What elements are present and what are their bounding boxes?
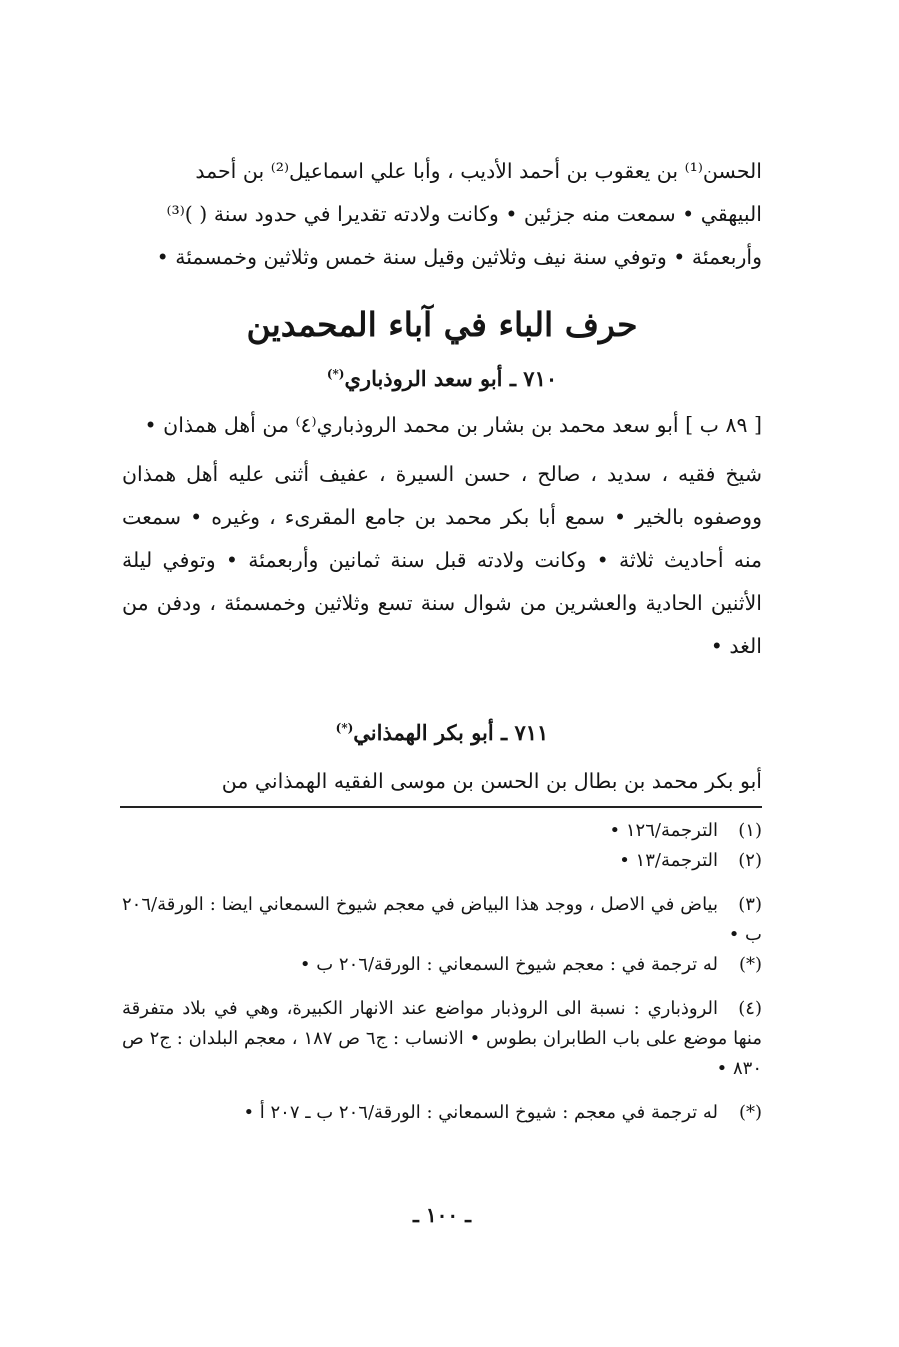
- intro-line-2: البيهقي • سمعت منه جزئين • وكانت ولادته تقديرا في حدود سنة ( )⁽³⁾: [166, 202, 762, 226]
- footnote-star-1-text: له ترجمة في : معجم شيوخ السمعاني : الورقة/٢٠٦ ب •: [299, 954, 718, 975]
- page-number: ـ ١٠٠ ـ: [413, 1203, 471, 1227]
- entry-710-title: ٧١٠ ـ أبو سعد الروذباري: [344, 366, 558, 391]
- footnote-star-2-mark: (*): [738, 1102, 762, 1123]
- footnote-star-1: [122, 950, 762, 980]
- entry-710-note-mark: (*): [326, 367, 345, 381]
- intro-line-1: الحسن⁽¹⁾ بن يعقوب بن أحمد الأديب ، وأبا علي اسماعيل⁽²⁾ بن أحمد: [195, 159, 762, 183]
- entry-710-paragraph-2: شيخ فقيه ، سديد ، صالح ، حسن السيرة ، عفيف أثنى عليه أهل همذان ووصفوه بالخير • سمع أبا بكر محمد بن جامع المقرىء ، وغيره • سمعت منه أحاديث ثلاثة • وكانت ولادته قبل سنة ثمانين وأربعمئة • وتوفي ليلة الأثنين الحادية والعشرين من شوال سنة تسع وثلاثين وخمسمئة ، ودفن من الغد •: [122, 462, 762, 658]
- footnote-3-text: بياض في الاصل ، ووجد هذا البياض في معجم شيوخ السمعاني ايضا : الورقة/٢٠٦ ب •: [122, 894, 762, 945]
- footnote-star-2-text: له ترجمة في معجم : شيوخ السمعاني : الورقة/٢٠٦ ب ـ ٢٠٧ أ •: [243, 1102, 718, 1123]
- entry-710-body: [122, 404, 762, 668]
- footnote-1-mark: (١): [738, 820, 762, 841]
- entry-710-heading: [122, 366, 762, 391]
- footnote-2-text: الترجمة/١٣ •: [619, 850, 718, 871]
- footnote-star-2: [122, 1098, 762, 1128]
- footnote-4-text: الروذباري : نسبة الى الروذبار مواضع عند الانهار الكبيرة، وهي في بلاد متفرقة منها موضع على باب الطابران بطوس • الانساب : ج٦ ص ١٨٧ ، معجم البلدان : ج٢ ص ٨٣٠ •: [122, 998, 762, 1079]
- entry-711-paragraph-1: أبو بكر محمد بن بطال بن الحسن بن موسى الفقيه الهمذاني من: [221, 769, 762, 793]
- footnote-2: [122, 846, 762, 876]
- entry-711-title: ٧١١ ـ أبو بكر الهمذاني: [353, 720, 549, 745]
- footnote-4: [122, 994, 762, 1084]
- footnote-4-mark: (٤): [738, 998, 762, 1019]
- section-title: حرف الباء في آباء المحمدين: [246, 305, 638, 344]
- footnote-star-1-mark: (*): [738, 954, 762, 975]
- footnote-1-text: الترجمة/١٢٦ •: [609, 820, 718, 841]
- footnote-3-mark: (٣): [738, 894, 762, 915]
- entry-711-body: [122, 760, 762, 803]
- entry-710-paragraph-1: [ ٨٩ ب ] أبو سعد محمد بن بشار بن محمد الروذباري⁽٤⁾ من أهل همذان •: [144, 413, 762, 437]
- entry-711-heading: [122, 720, 762, 745]
- footnote-separator: [120, 806, 762, 808]
- footnote-2-mark: (٢): [738, 850, 762, 871]
- intro-paragraph: [122, 150, 762, 279]
- entry-711-note-mark: (*): [335, 721, 354, 735]
- footnote-3: [122, 890, 762, 950]
- intro-line-3: وأربعمئة • وتوفي سنة نيف وثلاثين وقيل سنة خمس وثلاثين وخمسمئة •: [156, 245, 762, 269]
- footnotes: [122, 816, 762, 1128]
- footnote-1: [122, 816, 762, 846]
